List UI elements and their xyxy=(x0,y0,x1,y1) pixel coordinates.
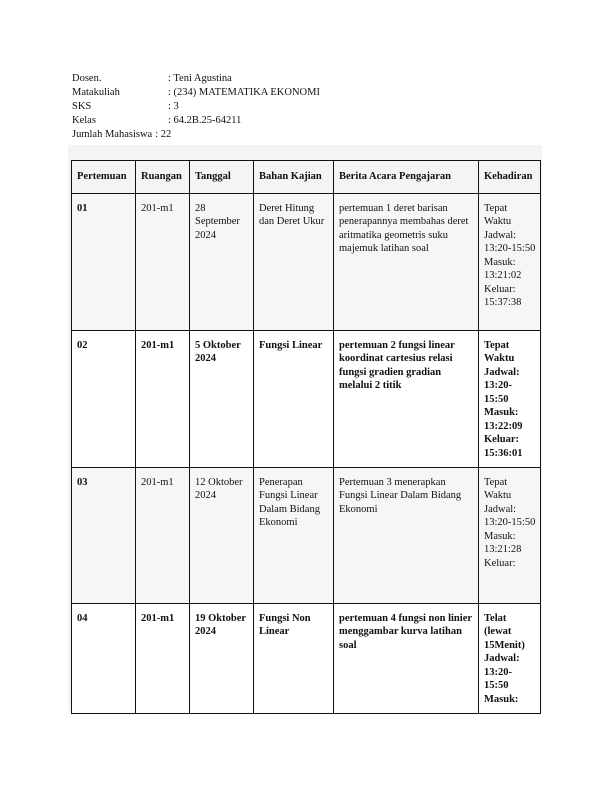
table-row xyxy=(72,330,541,467)
cell-pertemuan: 01 xyxy=(72,193,136,330)
kehadiran-status: Tepat Waktu xyxy=(484,339,515,364)
info-label: SKS xyxy=(72,101,92,112)
cell-pertemuan: 03 xyxy=(72,467,136,603)
cell-ruangan: 201-m1 xyxy=(136,603,190,713)
cell-bahan-kajian: Fungsi Linear xyxy=(254,330,334,467)
header-pertemuan: Pertemuan xyxy=(72,161,136,194)
kehadiran-keluar: Keluar: xyxy=(484,557,516,569)
header-tanggal: Tanggal xyxy=(190,161,254,194)
table-row xyxy=(72,193,541,330)
kehadiran-status: Tepat Waktu xyxy=(484,202,512,227)
attendance-table-container xyxy=(68,145,542,711)
kehadiran-masuk: Masuk: 13:21:28 xyxy=(484,530,522,555)
info-row-jumlah-mahasiswa xyxy=(72,128,320,142)
kehadiran-status: Telat (lewat 15Menit) xyxy=(484,612,525,651)
cell-kehadiran xyxy=(479,467,541,603)
header-ruangan: Ruangan xyxy=(136,161,190,194)
info-row-matakuliah xyxy=(72,86,320,100)
cell-kehadiran xyxy=(479,603,541,713)
course-info xyxy=(72,72,320,142)
cell-bahan-kajian: Penerapan Fungsi Linear Dalam Bidang Ekonomi xyxy=(254,467,334,603)
info-value: : Teni Agustina xyxy=(168,73,232,84)
cell-berita-acara: pertemuan 2 fungsi linear koordinat cartesius relasi fungsi gradien gradian melalui 2 titik xyxy=(334,330,479,467)
info-label: Dosen. xyxy=(72,73,102,84)
info-row-kelas xyxy=(72,114,320,128)
header-bahan-kajian: Bahan Kajian xyxy=(254,161,334,194)
cell-berita-acara: Pertemuan 3 menerapkan Fungsi Linear Dalam Bidang Ekonomi xyxy=(334,467,479,603)
attendance-table xyxy=(71,160,541,714)
kehadiran-keluar: Keluar: 15:36:01 xyxy=(484,434,523,459)
cell-kehadiran xyxy=(479,193,541,330)
info-value: : 3 xyxy=(168,101,179,112)
cell-berita-acara: pertemuan 4 fungsi non linier menggambar kurva latihan soal xyxy=(334,603,479,713)
kehadiran-keluar: Keluar: 15:37:38 xyxy=(484,283,522,308)
cell-pertemuan: 02 xyxy=(72,330,136,467)
cell-tanggal: 5 Oktober 2024 xyxy=(190,330,254,467)
table-header-row xyxy=(72,161,541,194)
table-row xyxy=(72,467,541,603)
header-berita-acara: Berita Acara Pengajaran xyxy=(334,161,479,194)
cell-bahan-kajian: Fungsi Non Linear xyxy=(254,603,334,713)
info-value: : 64.2B.25-64211 xyxy=(168,115,242,126)
kehadiran-jadwal: Jadwal: 13:20-15:50 xyxy=(484,229,536,254)
kehadiran-jadwal: Jadwal: 13:20-15:50 xyxy=(484,503,536,528)
kehadiran-jadwal: Jadwal: 13:20-15:50 xyxy=(484,366,520,405)
kehadiran-masuk: Masuk: 13:22:09 xyxy=(484,407,523,432)
kehadiran-masuk: Masuk: 13:21:02 xyxy=(484,256,522,281)
info-label: Jumlah Mahasiswa xyxy=(72,129,153,140)
cell-berita-acara: pertemuan 1 deret barisan penerapannya membahas deret aritmatika geometris suku majemuk latihan soal xyxy=(334,193,479,330)
cell-tanggal: 28 September 2024 xyxy=(190,193,254,330)
info-row-dosen xyxy=(72,72,320,86)
info-value: : (234) MATEMATIKA EKONOMI xyxy=(168,87,320,98)
kehadiran-jadwal: Jadwal: 13:20-15:50 xyxy=(484,653,520,691)
cell-pertemuan: 04 xyxy=(72,603,136,713)
cell-ruangan: 201-m1 xyxy=(136,330,190,467)
info-label: Kelas xyxy=(72,115,96,126)
cell-ruangan: 201-m1 xyxy=(136,467,190,603)
cell-tanggal: 12 Oktober 2024 xyxy=(190,467,254,603)
table-row xyxy=(72,603,541,713)
cell-bahan-kajian: Deret Hitung dan Deret Ukur xyxy=(254,193,334,330)
kehadiran-status: Tepat Waktu xyxy=(484,476,512,501)
header-kehadiran: Kehadiran xyxy=(479,161,541,194)
info-row-sks xyxy=(72,100,320,114)
kehadiran-masuk: Masuk: xyxy=(484,693,519,705)
cell-ruangan: 201-m1 xyxy=(136,193,190,330)
info-value: : 22 xyxy=(155,129,172,140)
cell-tanggal: 19 Oktober 2024 xyxy=(190,603,254,713)
cell-kehadiran xyxy=(479,330,541,467)
info-label: Matakuliah xyxy=(72,87,120,98)
